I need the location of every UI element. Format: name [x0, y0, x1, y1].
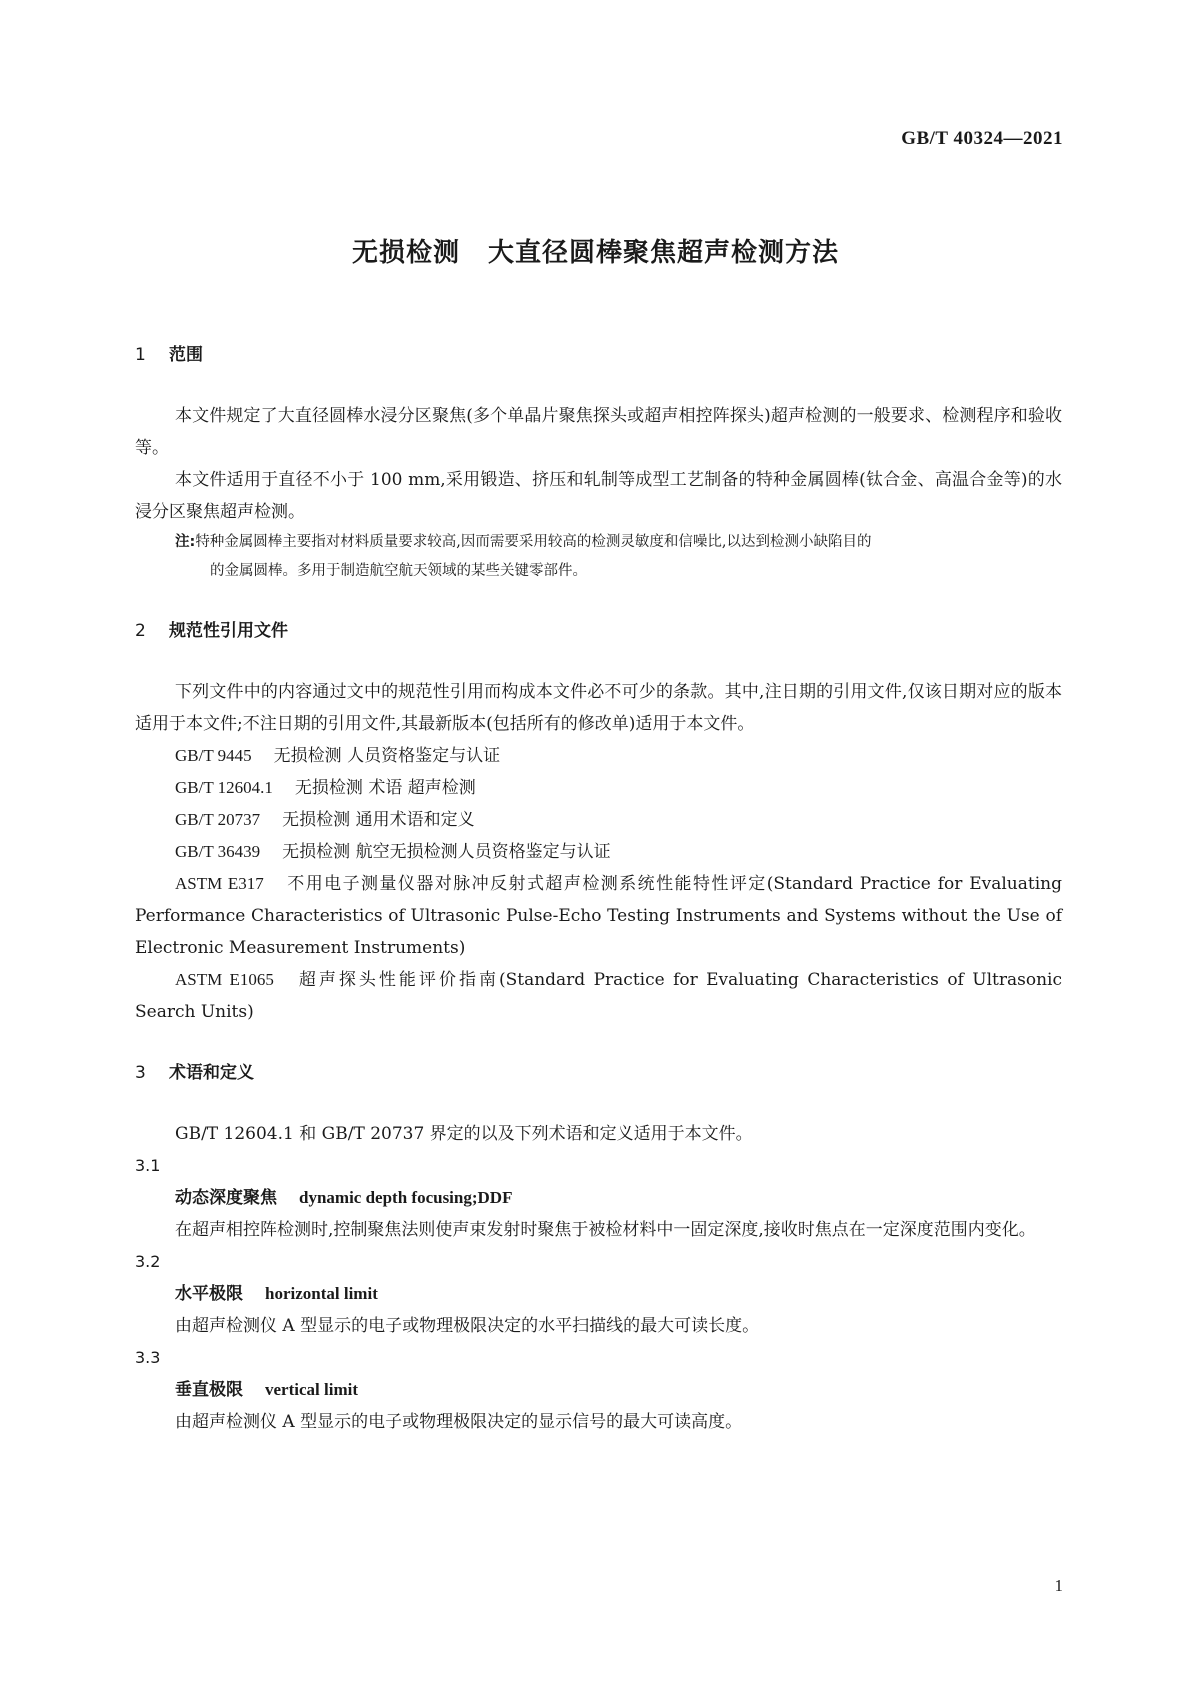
term-number: 3.1 [135, 1156, 161, 1175]
term-en: horizontal limit [265, 1284, 378, 1303]
note-text-line-1: 特种金属圆棒主要指对材料质量要求较高,因而需要采用较高的检测灵敏度和信噪比,以达到检测小缺陷目的 [195, 534, 872, 550]
section-title: 术语和定义 [169, 1063, 254, 1083]
term-number: 3.3 [135, 1348, 161, 1367]
reference-code: ASTM E1065 [175, 970, 274, 989]
page-number: 1 [1054, 1576, 1063, 1595]
term-definition: 由超声检测仪 A 型显示的电子或物理极限决定的显示信号的最大可读高度。 [175, 1412, 743, 1432]
section-title: 规范性引用文件 [169, 621, 288, 641]
section-2 [135, 616, 1062, 1028]
section-3 [135, 1058, 1062, 1438]
reference-title: 无损检测 通用术语和定义 [282, 810, 475, 830]
reference-title: 不用电子测量仪器对脉冲反射式超声检测系统性能特性评定(Standard Practice for Evaluating Performance Characteristics of Ultrasonic Pulse-Echo Testing Instruments and Systems without the Use of Electronic Measurement Instruments) [135, 874, 1062, 958]
section-1 [135, 340, 1062, 586]
term-zh: 垂直极限 [175, 1380, 243, 1400]
reference-item [135, 836, 1062, 868]
paragraph: 本文件规定了大直径圆棒水浸分区聚焦(多个单晶片聚焦探头或超声相控阵探头)超声检测的一般要求、检测程序和验收等。 [135, 406, 1062, 458]
paragraph: 下列文件中的内容通过文中的规范性引用而构成本文件必不可少的条款。其中,注日期的引用文件,仅该日期对应的版本适用于本文件;不注日期的引用文件,其最新版本(包括所有的修改单)适用于本文件。 [135, 682, 1062, 734]
reference-item [135, 868, 1062, 964]
term-definition: 由超声检测仪 A 型显示的电子或物理极限决定的水平扫描线的最大可读长度。 [175, 1316, 760, 1336]
title-part-2: 大直径圆棒聚焦超声检测方法 [488, 238, 840, 268]
term-number: 3.2 [135, 1252, 161, 1271]
reference-title: 超声探头性能评价指南(Standard Practice for Evaluating Characteristics of Ultrasonic Search Units) [135, 970, 1062, 1022]
term-zh: 动态深度聚焦 [175, 1188, 277, 1208]
section-number: 2 [135, 621, 146, 641]
reference-item [135, 740, 1062, 772]
term-en: dynamic depth focusing;DDF [299, 1188, 513, 1207]
reference-title: 无损检测 术语 超声检测 [294, 778, 476, 798]
document-body [135, 340, 1062, 1438]
standard-code: GB/T 40324—2021 [901, 128, 1063, 149]
note-label: 注: [175, 534, 196, 550]
note-text-line-2: 的金属圆棒。多用于制造航空航天领域的某些关键零部件。 [210, 563, 587, 579]
section-number: 3 [135, 1063, 146, 1083]
term-heading [135, 1278, 1062, 1310]
document-title [0, 232, 1191, 269]
reference-item [135, 804, 1062, 836]
reference-code: GB/T 12604.1 [175, 778, 273, 797]
title-part-1: 无损检测 [351, 238, 460, 268]
note [135, 528, 1062, 586]
section-heading [135, 616, 1062, 646]
reference-item [135, 964, 1062, 1028]
section-number: 1 [135, 345, 146, 365]
section-title: 范围 [169, 345, 203, 365]
reference-code: GB/T 20737 [175, 810, 261, 829]
section-heading [135, 1058, 1062, 1088]
reference-item [135, 772, 1062, 804]
term-heading [135, 1182, 1062, 1214]
reference-code: GB/T 9445 [175, 746, 252, 765]
paragraph: 本文件适用于直径不小于 100 mm,采用锻造、挤压和轧制等成型工艺制备的特种金属圆棒(钛合金、高温合金等)的水浸分区聚焦超声检测。 [135, 470, 1062, 522]
reference-title: 无损检测 航空无损检测人员资格鉴定与认证 [282, 842, 611, 862]
reference-code: ASTM E317 [175, 874, 264, 893]
reference-title: 无损检测 人员资格鉴定与认证 [273, 746, 501, 766]
paragraph: GB/T 12604.1 和 GB/T 20737 界定的以及下列术语和定义适用于本文件。 [175, 1124, 753, 1144]
term-definition: 在超声相控阵检测时,控制聚焦法则使声束发射时聚焦于被检材料中一固定深度,接收时焦点在一定深度范围内变化。 [175, 1220, 1036, 1240]
term-heading [135, 1374, 1062, 1406]
term-zh: 水平极限 [175, 1284, 243, 1304]
reference-code: GB/T 36439 [175, 842, 261, 861]
term-en: vertical limit [265, 1380, 358, 1399]
section-heading [135, 340, 1062, 370]
